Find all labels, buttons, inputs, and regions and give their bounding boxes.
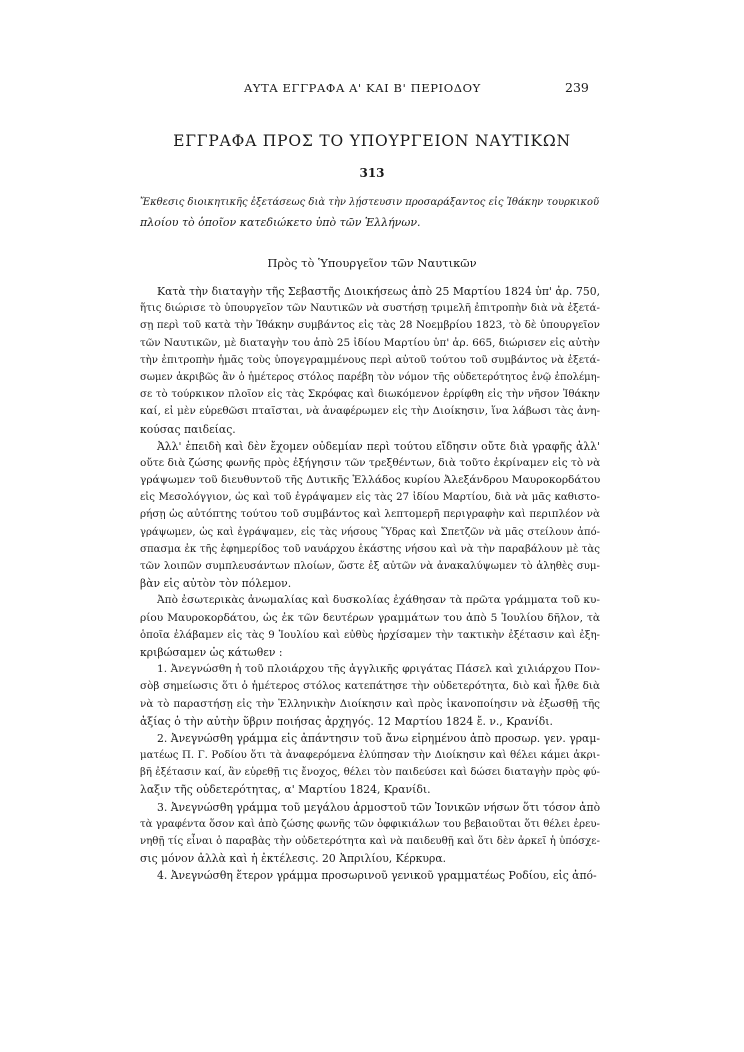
text-line: κριβώσαμεν ὡς κάτωθεν : (140, 645, 283, 659)
text-line: ματέως Π. Γ. Ροδίου ὅτι τὰ ἀναφερόμενα ἐλύπησαν τὴν Διοίκησιν καὶ θέλει κάμει ἀκρι- (140, 750, 600, 762)
text-line: σὸβ σημείωσις ὅτι ὁ ἡμέτερος στόλος κατεπάτησε τὴν οὐδετερότητα, διὸ καὶ ἦλθε διὰ (140, 680, 600, 693)
text-line: ὁποῖα ἐλάβαμεν εἰς τὰς 9 Ἰουλίου καὶ εὐθὺς ἠρχίσαμεν τὴν τακτικὴν ἐξέτασιν καὶ ἐξη- (140, 629, 600, 641)
section-title: ΕΓΓΡΑΦΑ ΠΡΟΣ ΤΟ ΥΠΟΥΡΓΕΙΟΝ ΝΑΥΤΙΚΩΝ (173, 132, 571, 150)
text-line: ἀξίας ὁ τὴν αὐτὴν ὕβριν ποιήσας ἀρχηγός. 12 Μαρτίου 1824 ἔ. ν., Κρανίδι. (140, 714, 553, 728)
text-line: κούσας παιδείας. (140, 422, 236, 436)
text-line: Κατὰ τὴν διαταγὴν τῆς Σεβαστῆς Διοικήσεως ἀπὸ 25 Μαρτίου 1824 ὑπ' ἀρ. 750, (157, 285, 600, 298)
text-line: γράψωμεν τοῦ διευθυντοῦ τῆς Δυτικῆς Ἑλλάδος κυρίου Ἀλεξάνδρου Μαυροκορδάτου (140, 474, 600, 487)
text-line: σε τὸ τούρκικον πλοῖον εἰς τὰς Σκρόφας καὶ διωκόμενον ἐρρίφθη εἰς τὴν νῆσον Ἰθάκην (140, 389, 600, 401)
text-line: ἥτις διώρισε τὸ ὑπουργεῖον τῶν Ναυτικῶν νὰ συστήσῃ τριμελῆ ἐπιτροπὴν διὰ νὰ ἐξετά- (140, 303, 600, 315)
text-line: ρίου Μαυροκορδάτου, ὡς ἐκ τῶν δευτέρων γραμμάτων του ἀπὸ 5 Ἰουλίου δῆλον, τὰ (140, 611, 600, 624)
text-line: Ἀπὸ ἐσωτερικὰς ἀνωμαλίας καὶ δυσκολίας ἐχάθησαν τὰ πρῶτα γράμματα τοῦ κυ- (157, 594, 600, 607)
text-line: σωμεν ἀκριβῶς ἂν ὁ ἡμέτερος στόλος παρέβη τὸν νόμον τῆς οὐδετερότητος ἐνῷ ἐπολέμη- (140, 371, 600, 383)
text-line: νὰ τὸ παραστήσῃ εἰς τὴν Ἑλληνικὴν Διοίκησιν καὶ πρὸς ἱκανοποίησιν νὰ ἐξωσθῇ τῆς (140, 697, 600, 710)
text-line: βῆ ἐξέτασιν καί, ἂν εὑρεθῇ τις ἔνοχος, θέλει τὸν παιδεύσει καὶ δώσει διαταγὴν πρὸς φύ- (140, 767, 600, 779)
document-number: 313 (359, 166, 385, 180)
text-line: βὰν εἰς αὐτὸν τὸν πόλεμον. (140, 577, 292, 591)
summary-line: πλοίου τὸ ὁποῖον κατεδιώκετο ὑπὸ τῶν Ἑλλήνων. (140, 216, 421, 229)
addressee: Πρὸς τὸ Ὑπουργεῖον τῶν Ναυτικῶν (267, 256, 477, 270)
text-line: καί, εἰ μὲν εὑρεθῶσι πταῖσται, νὰ ἀναφέρωμεν εἰς τὴν Διοίκησιν, ἵνα λάβωσι τὰς ἀνη- (140, 405, 600, 418)
text-line: 4. Ἀνεγνώσθη ἕτερον γράμμα προσωρινοῦ γενικοῦ γραμματέως Ροδίου, εἰς ἀπό- (157, 869, 597, 883)
text-line: οὔτε διὰ ζώσης φωνῆς πρὸς ἐξήγησιν τῶν τρεξθέντων, διὰ τοῦτο ἐκρίναμεν εἰς τὸ νὰ (140, 456, 600, 469)
text-line: σῃ περὶ τοῦ κατὰ τὴν Ἰθάκην συμβάντος εἰς τὰς 28 Νοεμβρίου 1823, τὸ δὲ ὑπουργεῖον (140, 319, 600, 332)
text-line: τὰ γραφέντα ὅσον καὶ ἀπὸ ζώσης φωνῆς τῶν ὀφφικιάλων του βεβαιοῦται ὅτι θέλει ἐρευ- (140, 818, 600, 830)
text-line: γράψωμεν, ὡς καὶ ἐγράψαμεν, εἰς τὰς νήσους Ὕδρας καὶ Σπετζῶν νὰ μᾶς στείλουν ἀπό- (140, 526, 600, 538)
text-line: τῶν Ναυτικῶν, μὲ διαταγὴν του ἀπὸ 25 ἰδίου Μαρτίου ὑπ' ἀρ. 665, διώρισεν εἰς αὐτὴν (140, 336, 600, 349)
running-head: ΑΥΤΑ ΕΓΓΡΑΦΑ Α' ΚΑΙ Β' ΠΕΡΙΟΔΟΥ (244, 81, 481, 95)
page-number: 239 (565, 80, 589, 95)
text-line: εἰς Μεσολόγγιον, ὡς καὶ τοῦ ἐγράψαμεν εἰς τὰς 27 ἰδίου Μαρτίου, διὰ νὰ μᾶς καθιστο- (140, 492, 600, 504)
text-line: σπασμα ἐκ τῆς ἐφημερίδος τοῦ ναυάρχου ἑκάστης νήσου καὶ νὰ τὴν παραβάλουν μὲ τὰς (140, 543, 600, 555)
text-line: νηθῇ τίς εἶναι ὁ παραβὰς τὴν οὐδετερότητα καὶ νὰ παιδευθῇ καὶ ὅτι δὲν ἀρκεῖ ἡ ὑπόσχε- (140, 836, 600, 847)
text-line: λαξιν τῆς οὐδετερότητας, α' Μαρτίου 1824, Κρανίδι. (140, 783, 431, 797)
text-line: 3. Ἀνεγνώσθη γράμμα τοῦ μεγάλου ἁρμοστοῦ τῶν Ἰονικῶν νήσων ὅτι τόσον ἀπὸ (157, 800, 600, 814)
text-line: σις μόνον ἀλλὰ καὶ ἡ ἐκτέλεσις. 20 Ἀπριλίου, Κέρκυρα. (140, 852, 447, 866)
text-line: 1. Ἀνεγνώσθη ἡ τοῦ πλοιάρχου τῆς ἀγγλικῆς φριγάτας Πάσελ καὶ χιλιάρχου Πον- (157, 663, 600, 676)
body-text (140, 283, 600, 885)
text-line: ρήσῃ ὡς αὐτόπτης τούτου τοῦ συμβάντος καὶ λεπτομερῆ περιγραφὴν καὶ περιπλέον νὰ (140, 508, 600, 521)
text-line: τὴν ἐπιτροπὴν ἡμᾶς τοὺς ὑπογεγραμμένους περὶ αὐτοῦ τούτου τοῦ συμβάντος νὰ ἐξετά- (140, 354, 600, 366)
text-line: τῶν λοιπῶν συμπλευσάντων πλοίων, ὥστε ἐξ αὐτῶν νὰ ἀνακαλύψωμεν τὸ ἀληθὲς συμ- (140, 561, 600, 572)
text-line: Ἀλλ' ἐπειδὴ καὶ δὲν ἔχομεν οὐδεμίαν περὶ τούτου εἴδησιν οὔτε διὰ γραφῆς ἀλλ' (157, 439, 600, 453)
summary-line: Ἔκθεσις διοικητικῆς ἐξετάσεως διὰ τὴν λῄστευσιν προσαράξαντος εἰς Ἰθάκην τουρκικοῦ (140, 197, 600, 208)
document-summary (140, 193, 600, 233)
text-line: 2. Ἀνεγνώσθη γράμμα εἰς ἀπάντησιν τοῦ ἄνω εἰρημένου ἀπὸ προσωρ. γεν. γραμ- (157, 731, 600, 745)
